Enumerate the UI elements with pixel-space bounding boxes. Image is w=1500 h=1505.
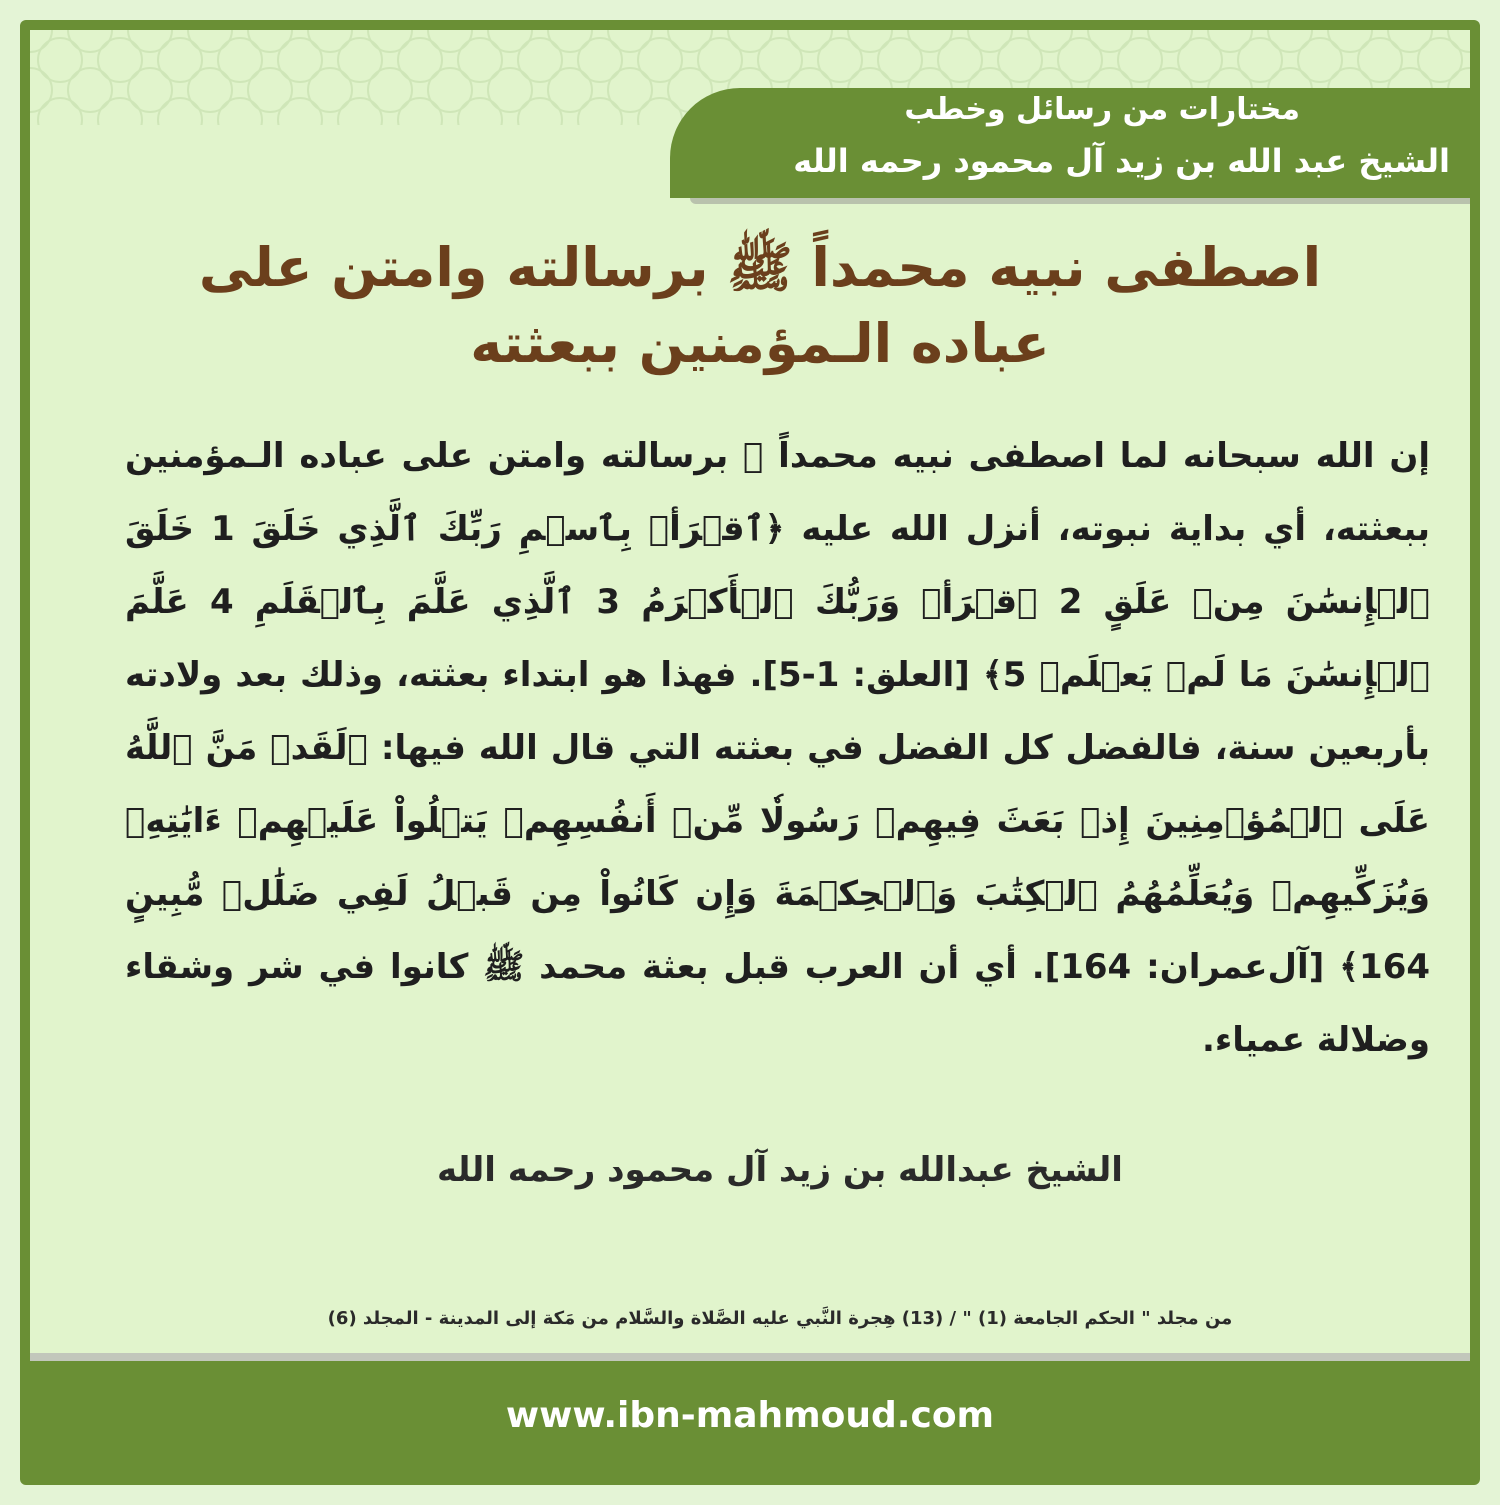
footer-divider	[30, 1353, 1470, 1361]
website-link[interactable]: www.ibn-mahmoud.com	[505, 1395, 995, 1436]
article-title: اصطفى نبيه محمداً ﷺ برسالته وامتن على عباده الـمؤمنين ببعثته	[198, 236, 1322, 375]
article-body: إن الله سبحانه لما اصطفى نبيه محمداً ﷺ برسالته وامتن على عباده الـمؤمنين ببعثته، أي بداية نبوته، أنزل الله عليه ﴿ٱقۡرَأۡ بِٱسۡمِ رَبِّكَ ٱلَّذِي خَلَقَ 1 خَلَقَ ٱلۡإِنسَٰنَ مِنۡ عَلَقٍ 2 ٱقۡرَأۡ وَرَبُّكَ ٱلۡأَكۡرَمُ 3 ٱلَّذِي عَلَّمَ بِٱلۡقَلَمِ 4 عَلَّمَ ٱلۡإِنسَٰنَ مَا لَمۡ يَعۡلَمۡ 5﴾ [العلق: 1-5]. فهذا هو ابتداء بعثته، وذلك بعد ولادته بأربعين سنة، فالفضل كل الفضل في بعثته التي قال الله فيها: ﴿لَقَدۡ مَنَّ ٱللَّهُ عَلَى ٱلۡمُؤۡمِنِينَ إِذۡ بَعَثَ فِيهِمۡ رَسُولٗا مِّنۡ أَنفُسِهِمۡ يَتۡلُواْ عَلَيۡهِمۡ ءَايَٰتِهِۦ وَيُزَكِّيهِمۡ وَيُعَلِّمُهُمُ ٱلۡكِتَٰبَ وَٱلۡحِكۡمَةَ وَإِن كَانُواْ مِن قَبۡلُ لَفِي ضَلَٰلٖ مُّبِينٍ 164﴾ [آل‌عمران: 164]. أي أن العرب قبل بعثة محمد ﷺ كانوا في شر وشقاء وضلالة عمياء.	[125, 436, 1431, 1060]
header-line-2: الشيخ عبد الله بن زيد آل محمود رحمه الله	[793, 142, 1450, 180]
header-banner-shadow	[690, 198, 1470, 204]
author-signature: الشيخ عبدالله بن زيد آل محمود رحمه الله	[437, 1150, 1123, 1190]
source-citation: من مجلد " الحكم الجامعة (1) " / (13) هِجرة النَّبي عليه الصَّلاة والسَّلام من مَكة إلى المدينة - المجلد (6)	[327, 1308, 1233, 1329]
content-panel	[30, 30, 1470, 1355]
header-line-1: مختارات من رسائل وخطب	[904, 92, 1300, 127]
